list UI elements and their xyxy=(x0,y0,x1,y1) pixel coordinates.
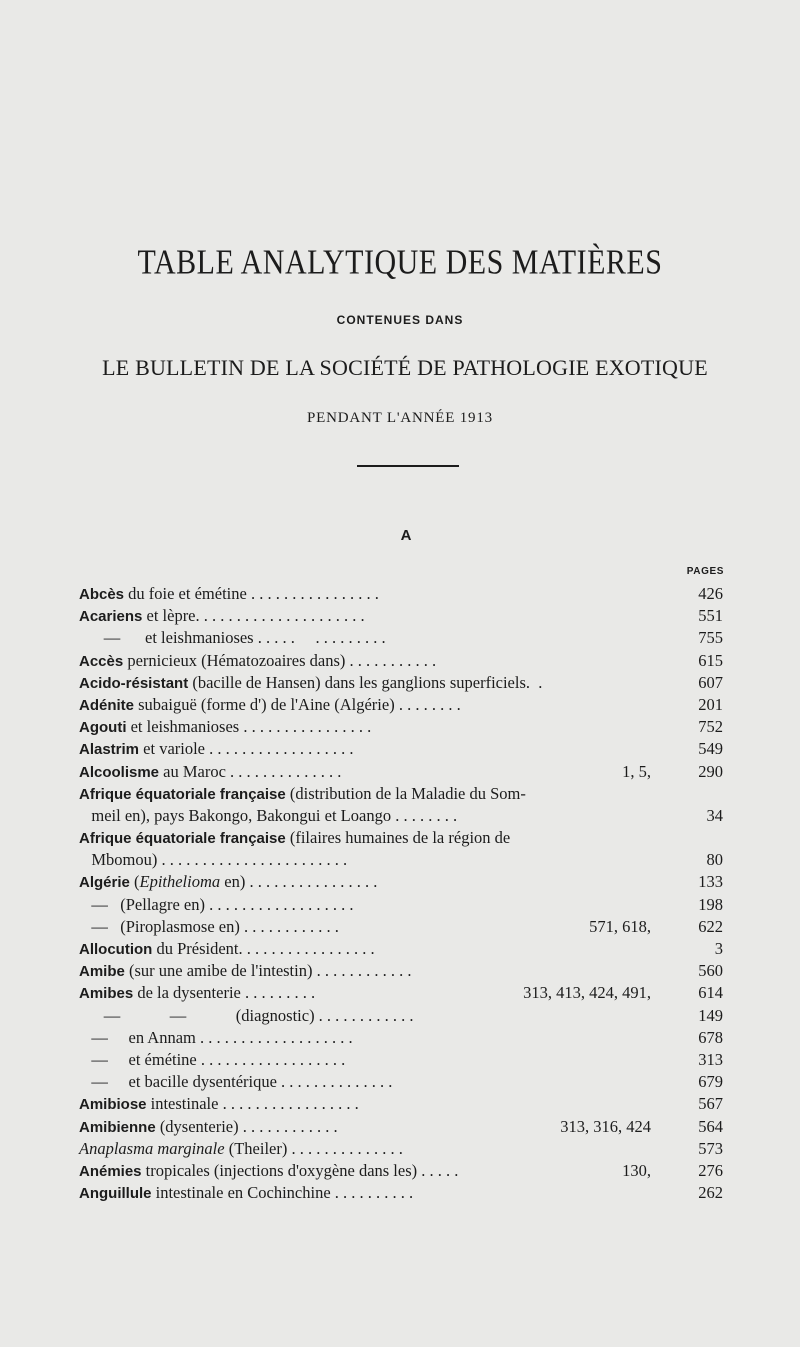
entry-description: — (Pellagre en) . . . . . . . . . . . . . . . . . . xyxy=(79,894,354,914)
entry-description: — — (diagnostic) . . . . . . . . . . . . xyxy=(79,1005,414,1025)
index-entry xyxy=(79,1027,723,1049)
entry-text xyxy=(79,672,542,695)
entry-page: 755 xyxy=(698,628,723,648)
entry-keyword: Amibes xyxy=(79,985,134,1003)
title-divider xyxy=(357,465,459,467)
entry-page: 573 xyxy=(698,1138,723,1158)
entry-page: 276 xyxy=(698,1160,723,1180)
entry-keyword: Agouti xyxy=(79,719,127,737)
entry-keyword: Accès xyxy=(79,652,124,670)
species-name: Anaplasma marginale xyxy=(79,1138,225,1158)
entry-description: subaiguë (forme d') de l'Aine (Algérie) . . . . . . . . xyxy=(134,694,461,714)
entry-text xyxy=(79,960,411,983)
entry-keyword: Algérie xyxy=(79,874,130,892)
entry-text xyxy=(79,916,339,938)
index-entry xyxy=(79,783,723,805)
entry-keyword: Amibiose xyxy=(79,1096,147,1114)
entry-page: 607 xyxy=(698,672,723,692)
entry-text xyxy=(79,605,365,628)
entry-page: 615 xyxy=(698,650,723,670)
entry-text xyxy=(79,1116,338,1139)
entry-page: 560 xyxy=(698,961,723,981)
entry-page: 551 xyxy=(698,606,723,626)
entry-refs: 571, 618, xyxy=(589,916,651,936)
entry-description: — et leishmanioses . . . . . . . . . . . . . . xyxy=(79,628,386,648)
index-entry xyxy=(79,650,723,672)
index-entry xyxy=(79,1093,723,1115)
entry-description: (filaires humaines de la région de xyxy=(285,828,511,848)
entry-page: 198 xyxy=(698,894,723,914)
bulletin-title: LE BULLETIN DE LA SOCIÉTÉ DE PATHOLOGIE EXOTIQUE xyxy=(102,355,708,380)
entry-text xyxy=(79,1093,359,1116)
entry-page: 201 xyxy=(698,694,723,714)
pages-column-heading: PAGES xyxy=(686,566,724,577)
entry-keyword: Acariens xyxy=(79,608,143,626)
entry-text xyxy=(79,694,461,717)
entry-text xyxy=(79,1005,414,1027)
entry-page: 34 xyxy=(706,805,723,825)
page-title: TABLE ANALYTIQUE DES MATIÈRES xyxy=(137,243,663,282)
entry-text xyxy=(79,827,510,850)
index-entry xyxy=(79,1160,723,1182)
entry-description: (Epithelioma en) . . . . . . . . . . . . . . . . xyxy=(129,872,378,892)
entry-page: 549 xyxy=(698,739,723,759)
index-entry xyxy=(79,849,723,871)
entry-keyword: Acido-résistant xyxy=(79,674,189,692)
entry-page: 149 xyxy=(698,1005,723,1025)
entry-text xyxy=(79,982,315,1005)
entry-page: 679 xyxy=(698,1072,723,1092)
index-entry xyxy=(79,938,723,960)
entry-keyword: Alcoolisme xyxy=(79,763,160,781)
entry-text xyxy=(79,938,375,961)
index-entry xyxy=(79,805,723,827)
entry-description: et variole . . . . . . . . . . . . . . . . . . xyxy=(139,739,354,759)
entry-text xyxy=(79,849,347,871)
entry-description: et leishmanioses . . . . . . . . . . . . . . . . xyxy=(126,717,372,737)
index-entry xyxy=(79,605,723,627)
page-subtitle: CONTENUES DANS xyxy=(336,313,464,327)
entry-page: 678 xyxy=(698,1027,723,1047)
index-entry xyxy=(79,960,723,982)
entry-keyword: Amibienne xyxy=(79,1118,156,1136)
index-entry xyxy=(79,894,723,916)
entry-description: meil en), pays Bakongo, Bakongui et Loango . . . . . . . . xyxy=(79,805,458,825)
index-entry xyxy=(79,1138,723,1160)
entry-page: 622 xyxy=(698,916,723,936)
index-entry xyxy=(79,982,723,1004)
entry-text xyxy=(79,716,371,739)
index-entry xyxy=(79,827,723,849)
entry-text xyxy=(79,1160,458,1183)
entry-description: (distribution de la Maladie du Som- xyxy=(285,783,526,803)
entry-description: du foie et émétine . . . . . . . . . . . . . . . . xyxy=(124,584,379,603)
entry-keyword: Amibe xyxy=(79,963,125,981)
entry-page: 262 xyxy=(698,1183,723,1203)
entry-page: 567 xyxy=(698,1094,723,1114)
index-entry xyxy=(79,716,723,738)
entry-description: de la dysenterie . . . . . . . . . xyxy=(133,983,316,1003)
entry-page: 752 xyxy=(698,717,723,737)
index-entry xyxy=(79,738,723,760)
entry-description: du Président. . . . . . . . . . . . . . . . . xyxy=(152,939,375,958)
entry-text xyxy=(79,761,341,784)
entry-refs: 130, xyxy=(622,1160,651,1180)
index-entry xyxy=(79,1049,723,1071)
index-entry xyxy=(79,672,723,694)
entry-text xyxy=(79,738,354,761)
entry-text xyxy=(79,805,457,827)
entry-description: Mbomou) . . . . . . . . . . . . . . . . . . . . . . . xyxy=(79,850,348,870)
entry-text xyxy=(79,1071,392,1093)
index-entry xyxy=(79,871,723,893)
entry-page: 313 xyxy=(698,1049,723,1069)
entry-page: 426 xyxy=(698,584,723,603)
entry-description: — et émétine . . . . . . . . . . . . . . . . . . xyxy=(79,1049,346,1069)
entry-description: au Maroc . . . . . . . . . . . . . . xyxy=(159,761,342,781)
entry-text xyxy=(79,783,526,806)
entry-description: (sur une amibe de l'intestin) . . . . . . . . . . . . xyxy=(124,961,412,981)
entry-description: pernicieux (Hématozoaires dans) . . . . . . . . . . . xyxy=(123,650,437,670)
entry-keyword: Anguillule xyxy=(79,1185,152,1203)
entry-text xyxy=(79,1138,403,1160)
entry-text xyxy=(79,1049,345,1071)
entry-text xyxy=(79,650,436,673)
entry-description: (bacille de Hansen) dans les ganglions superficiels. . xyxy=(188,672,543,692)
entry-page: 80 xyxy=(706,850,723,870)
entry-keyword: Afrique équatoriale française xyxy=(79,785,286,803)
entry-description: et lèpre. . . . . . . . . . . . . . . . . . . . . xyxy=(142,606,365,626)
entry-text xyxy=(79,1027,353,1049)
entry-refs: 313, 316, 424 xyxy=(560,1116,651,1136)
entry-description: tropicales (injections d'oxygène dans les) . . . . . xyxy=(141,1160,459,1180)
disease-name: Epithelioma xyxy=(139,872,221,892)
entry-page: 614 xyxy=(698,983,723,1003)
section-letter: A xyxy=(400,527,412,544)
entry-page: 564 xyxy=(698,1116,723,1136)
entry-keyword: Adénite xyxy=(79,696,135,714)
index-entry xyxy=(79,916,723,938)
index-entry xyxy=(79,627,723,649)
entry-refs: 313, 413, 424, 491, xyxy=(523,983,651,1003)
entry-text xyxy=(79,1182,413,1205)
index-entry xyxy=(79,1071,723,1093)
entry-description: Anaplasma marginale (Theiler) . . . . . . . . . . . . . . xyxy=(79,1138,403,1158)
entry-text xyxy=(79,871,377,894)
entry-page: 3 xyxy=(714,939,723,958)
entry-text xyxy=(79,583,379,606)
entry-keyword: Afrique équatoriale française xyxy=(79,830,286,848)
entry-page: 133 xyxy=(698,872,723,892)
entry-description: intestinale en Cochinchine . . . . . . . . . . xyxy=(151,1183,414,1203)
index-entry xyxy=(79,1182,723,1204)
entry-refs: 1, 5, xyxy=(622,761,651,781)
entry-text xyxy=(79,627,386,649)
entry-text xyxy=(79,894,354,916)
entry-keyword: Alastrim xyxy=(79,741,140,759)
entry-description: — et bacille dysentérique . . . . . . . . . . . . . . xyxy=(79,1072,393,1092)
entry-keyword: Abcès xyxy=(79,586,125,603)
index-entry xyxy=(79,1005,723,1027)
index-entry xyxy=(79,761,723,783)
entry-description: intestinale . . . . . . . . . . . . . . . . . xyxy=(146,1094,359,1114)
entry-keyword: Anémies xyxy=(79,1162,142,1180)
entry-page: 290 xyxy=(698,761,723,781)
index-entry xyxy=(79,583,723,605)
year-line: PENDANT L'ANNÉE 1913 xyxy=(307,410,493,426)
entry-description: (dysenterie) . . . . . . . . . . . . xyxy=(155,1116,338,1136)
entry-keyword: Allocution xyxy=(79,941,153,958)
index-entries xyxy=(79,583,723,1204)
index-entry xyxy=(79,1116,723,1138)
index-entry xyxy=(79,694,723,716)
entry-description: — (Piroplasmose en) . . . . . . . . . . . . xyxy=(79,916,339,936)
entry-description: — en Annam . . . . . . . . . . . . . . . . . . . xyxy=(79,1027,353,1047)
